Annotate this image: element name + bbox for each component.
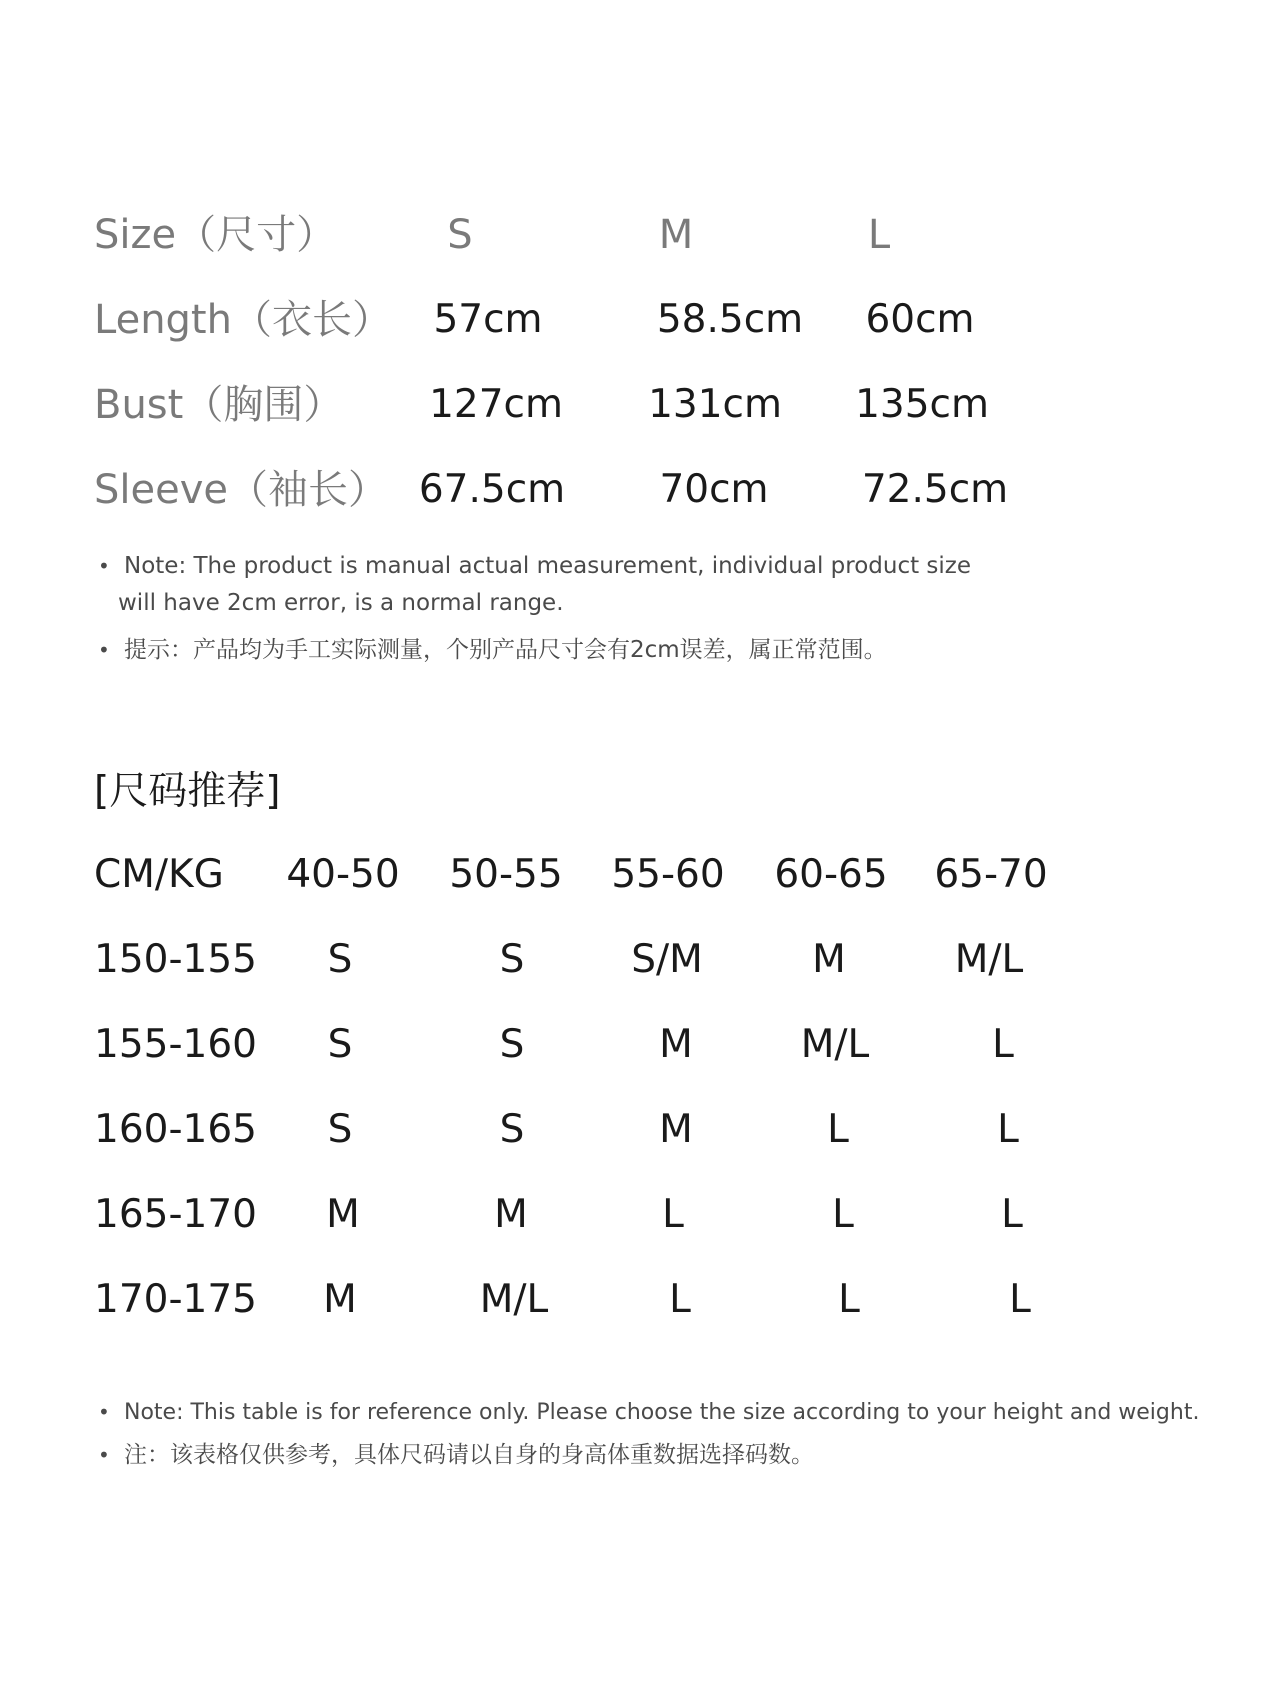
rec-cell: L — [832, 1192, 854, 1237]
rec-cell: S — [327, 937, 353, 982]
rec-cell: L — [838, 1277, 860, 1322]
rec-cell: M — [323, 1277, 357, 1322]
rec-cell: L — [827, 1107, 849, 1152]
rec-cell: M — [659, 1022, 693, 1067]
length-m: 58.5cm — [656, 297, 804, 342]
size-header-s: S — [447, 212, 473, 258]
rec-cell: M — [326, 1192, 360, 1237]
sleeve-l: 72.5cm — [861, 467, 1009, 512]
rec-cell: L — [1009, 1277, 1031, 1322]
rec-cell: S — [499, 1022, 525, 1067]
measurement-note-zh: • 提示：产品均为手工实际测量，个别产品尺寸会有2cm误差，属正常范围。 — [98, 632, 887, 669]
length-s: 57cm — [433, 297, 543, 342]
rec-cell: L — [992, 1022, 1014, 1067]
bust-l: 135cm — [855, 382, 989, 427]
sleeve-label: Sleeve（袖长） — [94, 467, 389, 513]
rec-cell: S — [327, 1022, 353, 1067]
rec-cell: S — [499, 1107, 525, 1152]
recommendation-title: [尺码推荐] — [94, 769, 281, 814]
sleeve-m: 70cm — [659, 467, 769, 512]
rec-cell: L — [669, 1277, 691, 1322]
rec-height-5: 170-175 — [94, 1277, 257, 1322]
bust-s: 127cm — [429, 382, 563, 427]
measurement-note-en: • Note: The product is manual actual measurement, individual product size will have 2cm error, is a normal range. — [98, 548, 971, 622]
rec-weight-3: 55-60 — [611, 852, 725, 897]
rec-weight-2: 50-55 — [449, 852, 563, 897]
rec-cell: S — [327, 1107, 353, 1152]
rec-cell: M/L — [800, 1022, 870, 1067]
size-header-l: L — [867, 212, 891, 258]
rec-cell: M — [659, 1107, 693, 1152]
size-header-m: M — [658, 212, 694, 258]
reference-note-zh: • 注：该表格仅供参考，具体尺码请以自身的身高体重数据选择码数。 — [98, 1437, 814, 1474]
sleeve-s: 67.5cm — [418, 467, 566, 512]
rec-cell: L — [1001, 1192, 1023, 1237]
rec-height-1: 150-155 — [94, 937, 257, 982]
length-label: Length（衣长） — [94, 297, 392, 343]
bullet-icon: • — [98, 1400, 110, 1424]
rec-cell: L — [662, 1192, 684, 1237]
rec-height-3: 160-165 — [94, 1107, 257, 1152]
rec-cell: M/L — [954, 937, 1024, 982]
length-l: 60cm — [865, 297, 975, 342]
rec-cell: L — [997, 1107, 1019, 1152]
rec-corner-label: CM/KG — [94, 852, 224, 897]
rec-weight-5: 65-70 — [934, 852, 1048, 897]
bullet-icon: • — [98, 638, 110, 662]
rec-cell: S/M — [631, 937, 703, 982]
rec-cell: M — [494, 1192, 528, 1237]
bust-m: 131cm — [648, 382, 782, 427]
rec-cell: M — [812, 937, 846, 982]
bullet-icon: • — [98, 1443, 110, 1467]
rec-weight-4: 60-65 — [774, 852, 888, 897]
rec-height-4: 165-170 — [94, 1192, 257, 1237]
rec-cell: M/L — [479, 1277, 549, 1322]
size-header-label: Size（尺寸） — [94, 212, 337, 258]
bust-label: Bust（胸围） — [94, 382, 344, 428]
rec-weight-1: 40-50 — [286, 852, 400, 897]
rec-height-2: 155-160 — [94, 1022, 257, 1067]
reference-note-en: • Note: This table is for reference only. Please choose the size according to your height and weight. — [98, 1395, 1199, 1430]
bullet-icon: • — [98, 554, 110, 578]
rec-cell: S — [499, 937, 525, 982]
